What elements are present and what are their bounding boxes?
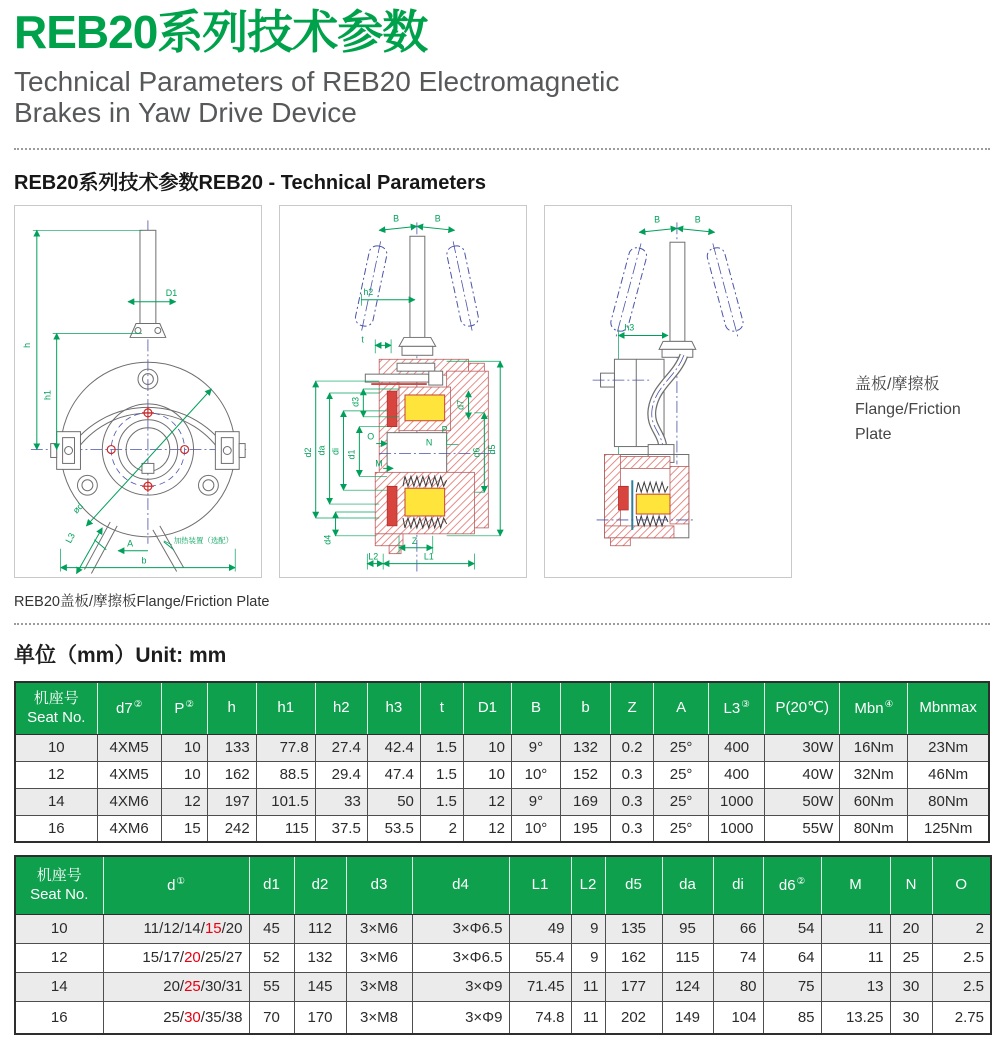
dim-label-L1: L1: [423, 552, 434, 563]
dim-label-N: N: [425, 437, 433, 448]
table-cell: 133: [207, 734, 256, 761]
table-cell: 42.4: [367, 734, 420, 761]
column-header: h2: [315, 682, 367, 734]
column-header: P(20℃): [765, 682, 840, 734]
table-cell: 13: [821, 972, 890, 1001]
table-cell: 2.5: [932, 943, 991, 972]
dim-label-O: O: [367, 431, 375, 442]
table-cell: 37.5: [315, 815, 367, 842]
table-cell: 3×M6: [346, 943, 412, 972]
dimensions-table: [14, 855, 992, 1035]
table-cell: 10: [463, 734, 511, 761]
table-cell: 12: [15, 943, 103, 972]
table-cell: 30: [890, 972, 932, 1001]
table-cell: 162: [207, 761, 256, 788]
table-cell: 20/25/30/31: [103, 972, 249, 1001]
column-header: b: [561, 682, 611, 734]
table-cell: 15: [161, 815, 207, 842]
table-cell: 11: [821, 943, 890, 972]
table-cell: 25: [890, 943, 932, 972]
table-cell: 3×Φ9: [412, 972, 509, 1001]
side-label-cn: 盖板/摩擦板: [855, 376, 940, 394]
table-cell: 10: [463, 761, 511, 788]
table-cell: 101.5: [256, 788, 315, 815]
side-view-drawing: [545, 206, 791, 577]
column-header: Z: [611, 682, 654, 734]
table-cell: 66: [713, 914, 763, 943]
table-cell: 177: [605, 972, 662, 1001]
front-view-drawing: [15, 206, 261, 577]
table-cell: 14: [15, 972, 103, 1001]
table-cell: 1000: [709, 788, 765, 815]
table-cell: 197: [207, 788, 256, 815]
dim-label-od: ød: [70, 501, 86, 516]
subtitle-line-1: Technical Parameters of REB20 Electromagnetic: [14, 65, 620, 97]
dim-label-d1: d1: [346, 449, 357, 460]
technical-parameters-table: [14, 681, 990, 843]
table-cell: 135: [605, 914, 662, 943]
page-subtitle: [14, 66, 990, 129]
table-cell: 25°: [654, 815, 709, 842]
table-cell: 80Nm: [840, 815, 908, 842]
table-cell: 16: [15, 1001, 103, 1034]
figure-section-view: [279, 205, 527, 578]
table-cell: 80Nm: [908, 788, 989, 815]
table-cell: 12: [463, 815, 511, 842]
table-cell: 14: [15, 788, 97, 815]
table-cell: 60Nm: [840, 788, 908, 815]
dim-label-D1: D1: [165, 288, 178, 299]
column-header: h: [207, 682, 256, 734]
column-header: L1: [509, 856, 571, 914]
table-cell: 9°: [511, 788, 560, 815]
table-cell: 25°: [654, 788, 709, 815]
column-header: d5: [605, 856, 662, 914]
table-cell: 4XM6: [97, 788, 161, 815]
column-header: A: [654, 682, 709, 734]
table-cell: 30: [890, 1001, 932, 1034]
table-row: [15, 1001, 991, 1034]
column-header: D1: [463, 682, 511, 734]
column-header: t: [420, 682, 463, 734]
header-row: [15, 682, 989, 734]
table-cell: 2.5: [932, 972, 991, 1001]
table-cell: 4XM5: [97, 734, 161, 761]
table-cell: 33: [315, 788, 367, 815]
section-heading: REB20系列技术参数REB20 - Technical Parameters: [14, 172, 487, 195]
table-cell: 0.2: [611, 734, 654, 761]
dim-label-d5: d5: [487, 444, 498, 455]
table-cell: 20: [890, 914, 932, 943]
dim-label-B-left: B: [654, 214, 661, 225]
table-cell: 11/12/14/15/20: [103, 914, 249, 943]
table-cell: 32Nm: [840, 761, 908, 788]
column-header: 机座号 Seat No.: [15, 682, 97, 734]
table-cell: 10°: [511, 761, 560, 788]
table-cell: 9: [571, 943, 605, 972]
table-row: [15, 734, 989, 761]
table-cell: 125Nm: [908, 815, 989, 842]
table-cell: 1.5: [420, 761, 463, 788]
table-cell: 88.5: [256, 761, 315, 788]
dim-label-h: h: [21, 343, 32, 349]
table-cell: 64: [763, 943, 821, 972]
table-cell: 85: [763, 1001, 821, 1034]
table-cell: 74.8: [509, 1001, 571, 1034]
dim-label-di: di: [330, 448, 341, 456]
table-cell: 149: [662, 1001, 713, 1034]
table-cell: 49: [509, 914, 571, 943]
table-cell: 45: [249, 914, 294, 943]
table-cell: 29.4: [315, 761, 367, 788]
figure-row: [14, 205, 990, 578]
figure-side-label: [855, 373, 990, 447]
heating-device-note: 加热装置（选配）: [173, 536, 234, 546]
table-cell: 55.4: [509, 943, 571, 972]
table-cell: 162: [605, 943, 662, 972]
table-cell: 124: [662, 972, 713, 1001]
dim-label-d6: d6: [471, 447, 482, 458]
dotted-divider: [14, 148, 990, 150]
table-cell: 55W: [765, 815, 840, 842]
table-cell: 50: [367, 788, 420, 815]
table-cell: 3×M8: [346, 972, 412, 1001]
side-label-en: Flange/Friction Plate: [855, 401, 961, 443]
column-header: d1: [249, 856, 294, 914]
table-cell: 74: [713, 943, 763, 972]
table-cell: 1.5: [420, 734, 463, 761]
column-header: d3: [346, 856, 412, 914]
table-row: [15, 972, 991, 1001]
table-cell: 195: [561, 815, 611, 842]
column-header: Mbn④: [840, 682, 908, 734]
table-cell: 80: [713, 972, 763, 1001]
table-cell: 71.45: [509, 972, 571, 1001]
table-cell: 11: [571, 1001, 605, 1034]
figure-caption: REB20盖板/摩擦板Flange/Friction Plate: [14, 594, 270, 611]
table-cell: 47.4: [367, 761, 420, 788]
table-cell: 3×Φ6.5: [412, 943, 509, 972]
column-header: Mbnmax: [908, 682, 989, 734]
table-cell: 10: [161, 761, 207, 788]
table-cell: 10: [15, 734, 97, 761]
header-row: [15, 856, 991, 914]
table-cell: 27.4: [315, 734, 367, 761]
table-cell: 4XM5: [97, 761, 161, 788]
dim-label-d7: d7: [455, 400, 466, 411]
table-row: [15, 815, 989, 842]
table-cell: 70: [249, 1001, 294, 1034]
table-cell: 52: [249, 943, 294, 972]
dim-label-B-right: B: [434, 213, 441, 224]
table-cell: 75: [763, 972, 821, 1001]
table-cell: 23Nm: [908, 734, 989, 761]
column-header: L2: [571, 856, 605, 914]
table-cell: 400: [709, 761, 765, 788]
figure-front-view: [14, 205, 262, 578]
column-header: M: [821, 856, 890, 914]
table-cell: 95: [662, 914, 713, 943]
dim-label-h2: h2: [363, 287, 374, 298]
table-cell: 2.75: [932, 1001, 991, 1034]
column-header: h3: [367, 682, 420, 734]
table-cell: 25°: [654, 761, 709, 788]
table-row: [15, 761, 989, 788]
table-cell: 30W: [765, 734, 840, 761]
dim-label-t: t: [361, 334, 364, 345]
table-cell: 50W: [765, 788, 840, 815]
table-cell: 3×M6: [346, 914, 412, 943]
dotted-divider: [14, 623, 990, 625]
dim-label-d2: d2: [302, 447, 313, 458]
table-cell: 132: [294, 943, 346, 972]
table-cell: 2: [932, 914, 991, 943]
column-header: h1: [256, 682, 315, 734]
section-view-drawing: [280, 206, 526, 577]
table-cell: 170: [294, 1001, 346, 1034]
dim-label-Z: Z: [411, 536, 418, 547]
column-header: B: [511, 682, 560, 734]
table-cell: 54: [763, 914, 821, 943]
subtitle-line-2: Brakes in Yaw Drive Device: [14, 97, 357, 129]
table-cell: 0.3: [611, 815, 654, 842]
table-cell: 400: [709, 734, 765, 761]
table-cell: 46Nm: [908, 761, 989, 788]
dim-label-da: da: [316, 445, 327, 456]
table-cell: 115: [256, 815, 315, 842]
table-cell: 145: [294, 972, 346, 1001]
table-cell: 2: [420, 815, 463, 842]
table-cell: 10°: [511, 815, 560, 842]
dim-label-A: A: [127, 539, 134, 550]
column-header: d7②: [97, 682, 161, 734]
column-header: L3③: [709, 682, 765, 734]
table-cell: 112: [294, 914, 346, 943]
table-cell: 12: [463, 788, 511, 815]
column-header: d6②: [763, 856, 821, 914]
dim-label-L3: L3: [63, 531, 77, 546]
units-label: 单位（mm）Unit: mm: [14, 644, 227, 668]
table-cell: 10: [15, 914, 103, 943]
table-cell: 25°: [654, 734, 709, 761]
table-cell: 3×Φ6.5: [412, 914, 509, 943]
table-cell: 9: [571, 914, 605, 943]
table-row: [15, 943, 991, 972]
table-cell: 11: [571, 972, 605, 1001]
figure-side-view: [544, 205, 792, 578]
dim-label-P: P: [441, 425, 448, 436]
dim-label-B-left: B: [393, 213, 400, 224]
table-cell: 55: [249, 972, 294, 1001]
table-cell: 0.3: [611, 788, 654, 815]
table-cell: 0.3: [611, 761, 654, 788]
column-header: d2: [294, 856, 346, 914]
table-row: [15, 914, 991, 943]
dim-label-L2: L2: [368, 552, 379, 563]
table-cell: 1.5: [420, 788, 463, 815]
dim-label-B-right: B: [694, 214, 701, 225]
dim-label-h3: h3: [624, 322, 635, 333]
column-header: 机座号 Seat No.: [15, 856, 103, 914]
table-cell: 115: [662, 943, 713, 972]
table-cell: 104: [713, 1001, 763, 1034]
dim-label-h1: h1: [42, 390, 53, 401]
column-header: d4: [412, 856, 509, 914]
table-cell: 25/30/35/38: [103, 1001, 249, 1034]
table-cell: 77.8: [256, 734, 315, 761]
column-header: N: [890, 856, 932, 914]
column-header: P②: [161, 682, 207, 734]
table-cell: 4XM6: [97, 815, 161, 842]
dim-label-M: M: [375, 458, 383, 469]
table-cell: 3×Φ9: [412, 1001, 509, 1034]
table-cell: 1000: [709, 815, 765, 842]
table-cell: 152: [561, 761, 611, 788]
table-cell: 242: [207, 815, 256, 842]
table-cell: 40W: [765, 761, 840, 788]
table-cell: 10: [161, 734, 207, 761]
table-row: [15, 788, 989, 815]
table-cell: 12: [15, 761, 97, 788]
table-cell: 202: [605, 1001, 662, 1034]
dim-label-d4: d4: [322, 535, 333, 546]
column-header: di: [713, 856, 763, 914]
dim-label-b: b: [141, 555, 147, 566]
table-cell: 15/17/20/25/27: [103, 943, 249, 972]
table-cell: 132: [561, 734, 611, 761]
table-cell: 16Nm: [840, 734, 908, 761]
column-header: da: [662, 856, 713, 914]
table-cell: 3×M8: [346, 1001, 412, 1034]
table-cell: 53.5: [367, 815, 420, 842]
column-header: d①: [103, 856, 249, 914]
dim-label-d3: d3: [350, 397, 361, 408]
table-cell: 13.25: [821, 1001, 890, 1034]
table-cell: 16: [15, 815, 97, 842]
table-cell: 9°: [511, 734, 560, 761]
table-cell: 12: [161, 788, 207, 815]
table-cell: 11: [821, 914, 890, 943]
table-cell: 169: [561, 788, 611, 815]
page-title: REB20系列技术参数: [14, 6, 428, 58]
column-header: O: [932, 856, 991, 914]
